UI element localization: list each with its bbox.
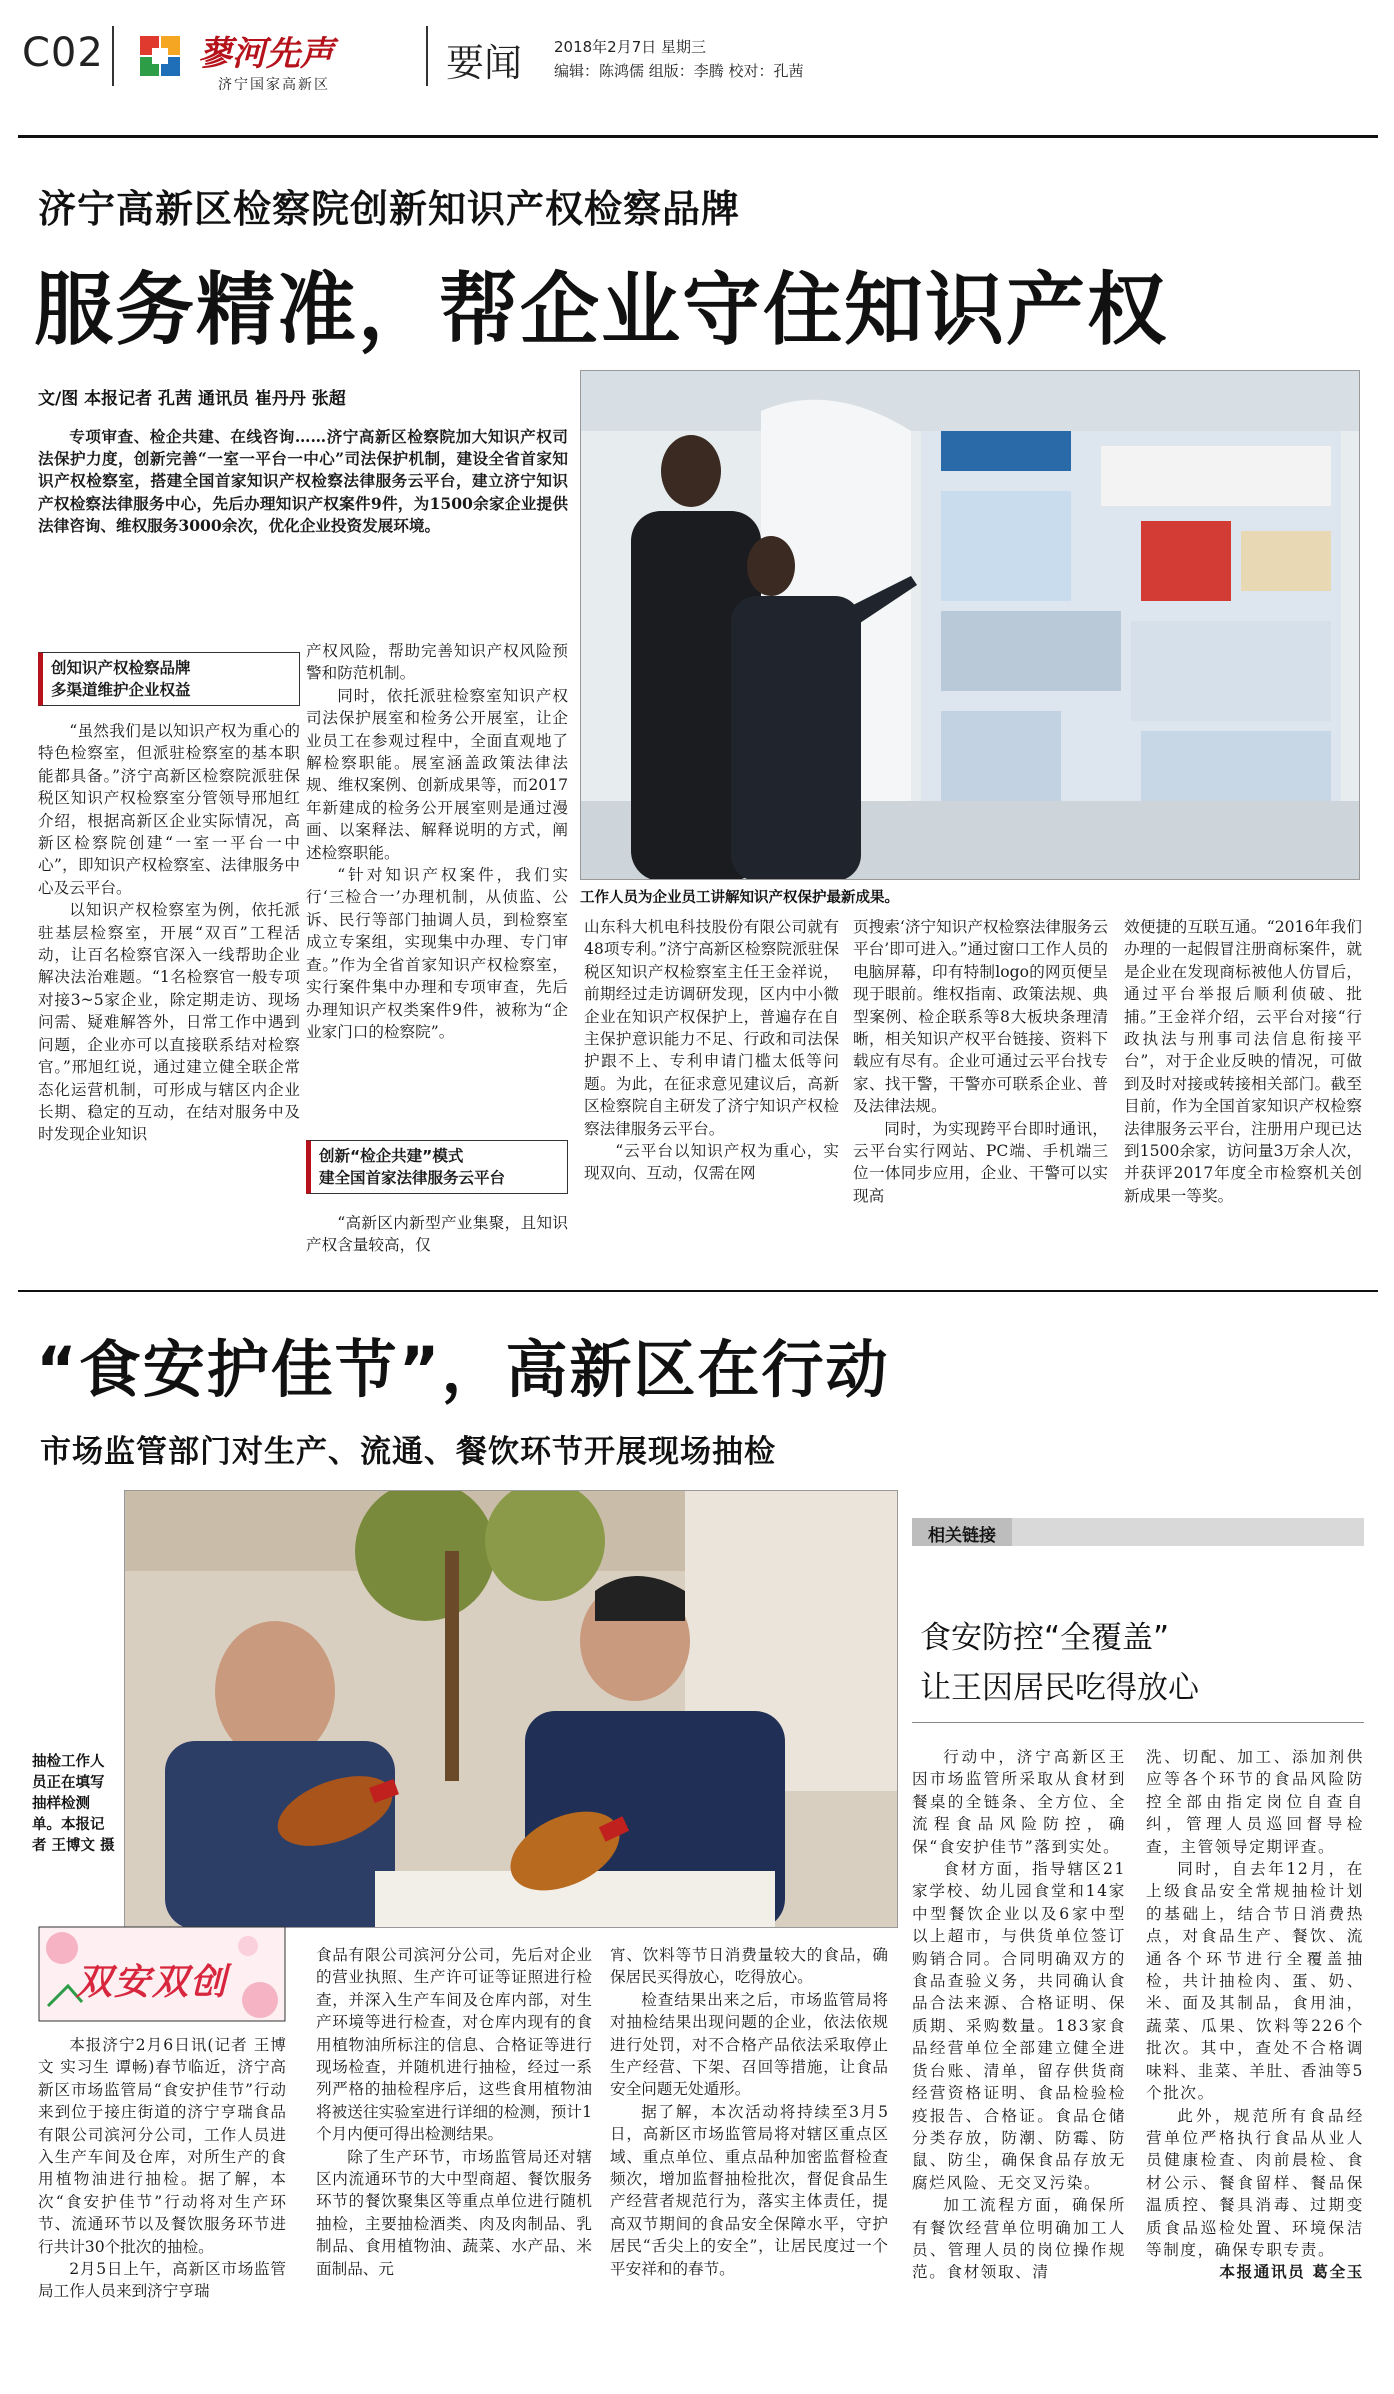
paragraph: 效便捷的互联互通。“2016年我们办理的一起假冒注册商标案件，就是企业在发现商标被他人仿冒后，通过平台举报后顺利侦破、批捕。”王金祥介绍，云平台对接“行政执法与刑事司法信息衔接平台”，对于企业反映的情况，可做到及时对接或转接相关部门。截至目前，作为全国首家知识产权检察法律服务云平台，注册用户现已达到1500余家，访问量3万余人次，并获评2017年度全市检察机关创新成果一等奖。 xyxy=(1124,918,1362,1205)
related-link-label: 相关链接 xyxy=(928,1526,996,1546)
section-rule xyxy=(18,1290,1378,1292)
paragraph: 山东科大机电科技股份有限公司就有48项专利。”济宁高新区检察院派驻保税区知识产权检察室主任王金祥说，前期经过走访调研发现，区内中小微企业在知识产权保护上，普遍存在自主保护意识能力不足、行政和司法保护跟不上、专利申请门槛太低等问题。为此，在征求意见建议后，高新区检察院自主研发了济宁知识产权检察法律服务云平台。 xyxy=(584,918,839,1138)
paragraph: 同时，自去年12月，在上级食品安全常规抽检计划的基础上，结合节日消费热点，对食品生产、餐饮、流通各个环节进行全覆盖抽检，共计抽检肉、蛋、奶、米、面及其制品，食用油，蔬菜、瓜果、饮料等226个批次。其中，查处不合格调味料、韭菜、羊肚、香油等5个批次。 xyxy=(1146,1860,1364,2103)
paragraph: 以知识产权检察室为例，依托派驻基层检察室，开展“双百”工程活动，让百名检察官深入一线帮助企业解决法治难题。“1名检察官一般专项对接3~5家企业，除定期走访、现场问需、疑难解答外，日常工作中遇到问题，企业亦可以直接联系结对检察官。”邢旭红说，通过建立健全联企常态化运营机制，可形成与辖区内企业长期、稳定的互动，在结对服务中及时发现企业知识 xyxy=(38,901,300,1144)
article2-photo xyxy=(124,1490,898,1928)
article1-column-2b xyxy=(306,1212,568,1276)
section-name: 要闻 xyxy=(446,41,523,85)
paragraph: 同时，依托派驻检察室知识产权司法保护展室和检务公开展室，让企业员工在参观过程中，全面直观地了解检察职能。展室涵盖政策法律法规、维权案例、创新成果等，而2017年新建成的检务公开展室则是通过漫画、以案释法、解释说明的方式，阐述检察职能。 xyxy=(306,686,568,862)
paragraph: 加工流程方面，确保所有餐饮经营单位明确加工人员、管理人员的岗位操作规范。食材领取、清 xyxy=(912,2196,1126,2282)
paragraph: 食品有限公司滨河分公司，先后对企业的营业执照、生产许可证等证照进行检查，并深入生产车间及仓库内部，对生产环境等进行检查，对仓库内现有的食用植物油所标注的信息、合格证等进行现场检查，并随机进行抽检，经过一系列严格的抽检程序后，这些食用植物油将被送往实验室进行详细的检测，预计1个月内便可得出检测结果。 xyxy=(316,1946,592,2144)
article1-kicker: 济宁高新区检察院创新知识产权检察品牌 xyxy=(38,187,741,231)
paragraph: 此外，规范所有食品经营单位严格执行食品从业人员健康检查、肉前晨检、食材公示、餐食留样、餐品保温质控、餐具消毒、过期变质食品巡检处置、环境保洁等制度，确保专职专责。 xyxy=(1146,2106,1364,2259)
paragraph: 本报济宁2月6日讯(记者 王博文 实习生 谭畅)春节临近，济宁高新区市场监管局“食安护佳节”行动来到位于接庄街道的济宁亨瑞食品有限公司滨河分公司，工作人员进入生产车间及仓库，对所生产的食用植物油进行抽检。据了解，本次“食安护佳节”行动将对生产环节、流通环节以及餐饮服务环节进行共计30个批次的抽检。 xyxy=(38,2036,286,2256)
subhead-line: 创知识产权检察品牌 xyxy=(51,659,191,677)
header-divider xyxy=(112,26,114,86)
related-rule xyxy=(912,1722,1364,1723)
paragraph: “虽然我们是以知识产权为重心的特色检察室，但派驻检察室的基本职能都具备。”济宁高新区检察院派驻保税区知识产权检察室分管领导邢旭红介绍，根据高新区企业实际情况，高新区检察院创建“一室一平台一中心”，即知识产权检察室、法律服务中心及云平台。 xyxy=(38,722,300,897)
article1-subhead-1 xyxy=(38,652,300,706)
subhead-line: 建全国首家法律服务云平台 xyxy=(319,1169,506,1187)
related-title-line-2: 让王因居民吃得放心 xyxy=(920,1670,1199,1706)
editor-credits: 编辑：陈鸿儒 组版：李腾 校对：孔茜 xyxy=(554,62,804,80)
article2-photo-caption: 抽检工作人员正在填写抽样检测单。本报记者 王博文 摄 xyxy=(32,1754,115,1854)
paragraph: 行动中，济宁高新区王因市场监管所采取从食材到餐桌的全链条、全方位、全流程食品风险防控，确保“食安护佳节”落到实处。 xyxy=(912,1748,1126,1856)
related-column-1 xyxy=(912,1746,1126,2374)
newspaper-brand-subtitle: 济宁国家高新区 xyxy=(218,77,330,93)
article1-subhead-2 xyxy=(306,1140,568,1194)
subhead-line: 创新“检企共建”模式 xyxy=(319,1147,464,1165)
paragraph: 据了解，本次活动将持续至3月5日，高新区市场监管局将对辖区重点区域、重点单位、重点品种加密监督检查频次，增加监督抽检批次，督促食品生产经营者规范行为，落实主体责任，提高双节期间的食品安全保障水平，守护居民“舌尖上的安全”，让居民度过一个平安祥和的春节。 xyxy=(610,2102,888,2278)
paragraph: 洗、切配、加工、添加剂供应等各个环节的食品风险防控全部由指定岗位自查自纠，管理人员巡回督导检查，主管领导定期评查。 xyxy=(1146,1748,1364,1856)
paragraph: 2月5日上午，高新区市场监管局工作人员来到济宁亨瑞 xyxy=(38,2260,286,2301)
paragraph: “针对知识产权案件，我们实行‘三检合一’办理机制，从侦监、公诉、民行等部门抽调人员，到检察室成立专案组，实现集中办理、专门审查。”作为全省首家知识产权检察室，实行案件集中办理和专项审查，先后办理知识产权类案件9件，被称为“企业家门口的检察院”。 xyxy=(306,866,568,1041)
paragraph: “云平台以知识产权为重心，实现双向、互动，仅需在网 xyxy=(584,1142,839,1183)
related-author: 本报通讯员 葛全玉 xyxy=(1219,2262,1364,2282)
paragraph: “高新区内新型产业集聚，且知识产权含量较高，仅 xyxy=(306,1214,568,1255)
article2-column-1 xyxy=(38,2034,286,2374)
newspaper-logo-icon xyxy=(138,34,182,78)
article1-byline: 文/图 本报记者 孔茜 通讯员 崔丹丹 张超 xyxy=(38,389,346,409)
header-rule xyxy=(18,135,1378,138)
article1-column-5 xyxy=(1124,916,1362,1276)
article1-photo-caption: 工作人员为企业员工讲解知识产权保护最新成果。 xyxy=(580,890,899,906)
paragraph: 除了生产环节，市场监管局还对辖区内流通环节的大中型商超、餐饮服务环节的餐饮聚集区等重点单位进行随机抽检，主要抽检酒类、肉及肉制品、乳制品、食用植物油、蔬菜、水产品、米面制品、元 xyxy=(316,2147,592,2278)
article1-lead xyxy=(38,426,568,537)
article1-column-1 xyxy=(38,720,300,1275)
page-number: C02 xyxy=(22,30,104,76)
article2-column-2 xyxy=(316,1944,592,2374)
article2-headline: “食安护佳节”，高新区在行动 xyxy=(36,1333,890,1406)
article1-headline: 服务精准，帮企业守住知识产权 xyxy=(34,264,1168,356)
paragraph: 同时，为实现跨平台即时通讯，云平台实行网站、PC端、手机端三位一体同步应用，企业、干警可以实现高 xyxy=(853,1119,1108,1205)
article1-column-4 xyxy=(853,916,1108,1276)
newspaper-brand: 蓼河先声 xyxy=(198,34,334,74)
related-column-2 xyxy=(1146,1746,1364,2374)
subhead-line: 多渠道维护企业权益 xyxy=(51,681,191,699)
article1-lead-text: 专项审查、检企共建、在线咨询……济宁高新区检察院加大知识产权司法保护力度，创新完善“一室一平台一中心”司法保护机制，建设全省首家知识产权检察室，搭建全国首家知识产权检察法律服务云平台，建立济宁知识产权检察法律服务中心，先后办理知识产权案件9件，为1500余家企业提供法律咨询、维权服务3000余次，优化企业投资发展环境。 xyxy=(38,427,568,535)
article1-column-2 xyxy=(306,640,568,1134)
related-title-line-1: 食安防控“全覆盖” xyxy=(920,1620,1170,1656)
paragraph: 宵、饮料等节日消费量较大的食品，确保居民买得放心，吃得放心。 xyxy=(610,1946,888,1987)
article1-column-3 xyxy=(584,916,839,1276)
paragraph: 页搜索‘济宁知识产权检察法律服务云平台’即可进入。”通过窗口工作人员的电脑屏幕，印有特制logo的网页便呈现于眼前。维权指南、政策法规、典型案例、检企联系等8大板块条理清晰，相关知识产权平台链接、资料下载应有尽有。企业可通过云平台找专家、找干警，干警亦可联系企业、普及法律法规。 xyxy=(853,918,1108,1116)
paragraph: 产权风险，帮助完善知识产权风险预警和防范机制。 xyxy=(306,642,568,683)
article2-subtitle: 市场监管部门对生产、流通、餐饮环节开展现场抽检 xyxy=(40,1434,776,1470)
paragraph: 食材方面，指导辖区21家学校、幼儿园食堂和14家中型餐饮企业以及6家中型以上超市，与供货单位签订购销合同。合同明确双方的食品查验义务，共同确认食品合法来源、合格证明、保质期、采购数量。183家食品经营单位全部建立健全进货台账、清单，留存供货商经营资格证明、食品检验检疫报告、合格证。食品仓储分类存放，防潮、防霉、防鼠、防尘，确保食品存放无腐烂风险、无交叉污染。 xyxy=(912,1860,1126,2192)
article2-column-3 xyxy=(610,1944,888,2374)
shuang-an-shuang-chuang-badge xyxy=(38,1926,286,2022)
badge-text: 双安双创 xyxy=(76,1962,229,2003)
issue-date: 2018年2月7日 星期三 xyxy=(554,38,707,56)
paragraph: 检查结果出来之后，市场监管局将对抽检结果出现问题的企业，依法依规进行处罚，对不合格产品依法采取停止生产经营、下架、召回等措施，让食品安全问题无处遁形。 xyxy=(610,1990,888,2099)
article1-photo xyxy=(580,370,1360,880)
header-divider xyxy=(426,26,428,86)
